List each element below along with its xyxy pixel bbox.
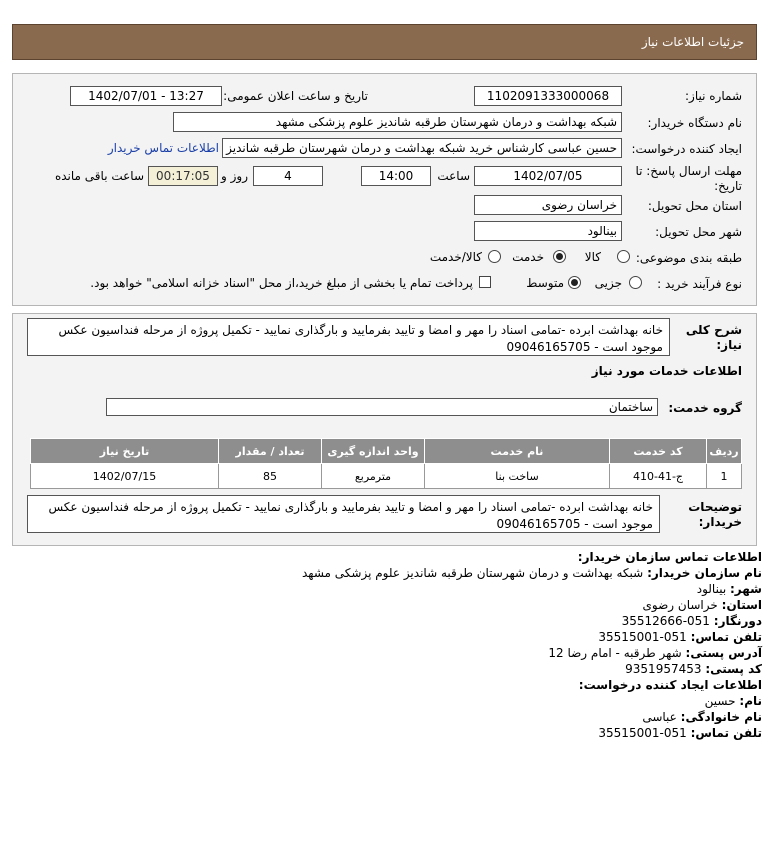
service-group-field: ساختمان bbox=[106, 398, 658, 416]
process-label: نوع فرآیند خرید : bbox=[657, 277, 742, 291]
buyer-contact-link[interactable]: اطلاعات تماس خریدار bbox=[107, 141, 219, 155]
treasury-payment-checkbox[interactable] bbox=[479, 276, 491, 288]
page-header bbox=[12, 24, 757, 60]
need-number-field: 1102091333000068 bbox=[474, 86, 622, 106]
services-heading: اطلاعات خدمات مورد نیاز bbox=[591, 364, 742, 378]
process-radio-minor[interactable] bbox=[629, 276, 642, 289]
contact-heading: اطلاعات تماس سازمان خریدار: bbox=[577, 550, 762, 564]
remaining-label: ساعت باقی مانده bbox=[54, 169, 144, 183]
need-number-label: شماره نیاز: bbox=[685, 89, 742, 103]
creator-field: حسین عباسی کارشناس خرید شبکه بهداشت و درمان شهرستان طرقبه شاندیز bbox=[222, 138, 622, 158]
page-title: جزئیات اطلاعات نیاز bbox=[641, 35, 744, 49]
province-field: خراسان رضوی bbox=[474, 195, 622, 215]
buyer-notes-label: توضیحات خریدار: bbox=[688, 500, 742, 529]
category-radio-goods[interactable] bbox=[617, 250, 630, 263]
deadline-time-field: 14:00 bbox=[361, 166, 431, 186]
category-option-service: خدمت bbox=[512, 250, 544, 264]
city-label: شهر محل تحویل: bbox=[655, 225, 742, 239]
category-radio-goods-service[interactable] bbox=[488, 250, 501, 263]
deadline-label: مهلت ارسال پاسخ: تا تاریخ: bbox=[635, 164, 742, 193]
service-group-label: گروه خدمت: bbox=[668, 401, 742, 415]
province-label: استان محل تحویل: bbox=[647, 199, 742, 213]
creator-family: نام خانوادگی: عباسی bbox=[642, 710, 762, 724]
days-field: 4 bbox=[253, 166, 323, 186]
city-field: بینالود bbox=[474, 221, 622, 241]
process-radio-medium[interactable] bbox=[568, 276, 581, 289]
process-option-minor: جزیی bbox=[594, 276, 622, 290]
cell-unit: مترمربع bbox=[322, 464, 425, 489]
process-option-medium: متوسط bbox=[526, 276, 564, 290]
treasury-payment-note: پرداخت تمام یا بخشی از مبلغ خرید،از محل "اسناد خزانه اسلامی" خواهد بود. bbox=[90, 276, 473, 290]
contact-fax: دورنگار: 051-35512666 bbox=[621, 614, 762, 628]
contact-org: نام سازمان خریدار: شبکه بهداشت و درمان شهرستان طرقبه شاندیز علوم پزشکی مشهد bbox=[302, 566, 762, 580]
category-label: طبقه بندی موضوعی: bbox=[635, 251, 742, 265]
deadline-date-field: 1402/07/05 bbox=[474, 166, 622, 186]
col-need-date: تاریخ نیاز bbox=[31, 439, 219, 464]
cell-service-name: ساخت بنا bbox=[425, 464, 610, 489]
deadline-time-label: ساعت bbox=[437, 169, 470, 183]
remaining-time-field: 00:17:05 bbox=[148, 166, 218, 186]
buyer-notes-field: خانه بهداشت ابرده -تمامی اسناد را مهر و امضا و تایید بفرمایید و بارگذاری نمایید - تکمیل پروژه از مرحله فنداسیون عکس موجود است - 09046165705 bbox=[27, 495, 660, 533]
summary-label: شرح کلی نیاز: bbox=[685, 323, 742, 352]
col-service-name: نام خدمت bbox=[425, 439, 610, 464]
table-row bbox=[31, 464, 742, 489]
contact-phone: تلفن تماس: 051-35515001 bbox=[598, 630, 762, 644]
buyer-org-field: شبکه بهداشت و درمان شهرستان طرقبه شاندیز علوم پزشکی مشهد bbox=[173, 112, 622, 132]
contact-province: استان: خراسان رضوی bbox=[642, 598, 762, 612]
announce-field: 1402/07/01 - 13:27 bbox=[70, 86, 222, 106]
buyer-org-label: نام دستگاه خریدار: bbox=[647, 116, 742, 130]
category-radio-service[interactable] bbox=[553, 250, 566, 263]
services-table bbox=[30, 438, 742, 489]
contact-address: آدرس پستی: شهر طرقبه - امام رضا 12 bbox=[548, 646, 762, 660]
table-header-row bbox=[31, 439, 742, 464]
col-unit: واحد اندازه گیری bbox=[322, 439, 425, 464]
col-quantity: تعداد / مقدار bbox=[219, 439, 322, 464]
creator-name: نام: حسین bbox=[704, 694, 762, 708]
creator-heading: اطلاعات ایجاد کننده درخواست: bbox=[578, 678, 762, 692]
cell-service-code: ج-41-410 bbox=[610, 464, 707, 489]
cell-row-number: 1 bbox=[707, 464, 742, 489]
creator-label: ایجاد کننده درخواست: bbox=[631, 142, 742, 156]
col-service-code: کد خدمت bbox=[610, 439, 707, 464]
category-option-goods-service: کالا/خدمت bbox=[429, 250, 482, 264]
days-label: روز و bbox=[221, 169, 248, 183]
announce-label: تاریخ و ساعت اعلان عمومی: bbox=[223, 89, 368, 103]
cell-quantity: 85 bbox=[219, 464, 322, 489]
col-row-number: ردیف bbox=[707, 439, 742, 464]
creator-phone: تلفن تماس: 051-35515001 bbox=[598, 726, 762, 740]
contact-city: شهر: بینالود bbox=[696, 582, 762, 596]
summary-field: خانه بهداشت ابرده -تمامی اسناد را مهر و امضا و تایید بفرمایید و بارگذاری نمایید - تکمیل پروژه از مرحله فنداسیون عکس موجود است - 09046165705 bbox=[27, 318, 670, 356]
cell-need-date: 1402/07/15 bbox=[31, 464, 219, 489]
category-option-goods: کالا bbox=[584, 250, 601, 264]
contact-postal: کد پستی: 9351957453 bbox=[625, 662, 762, 676]
